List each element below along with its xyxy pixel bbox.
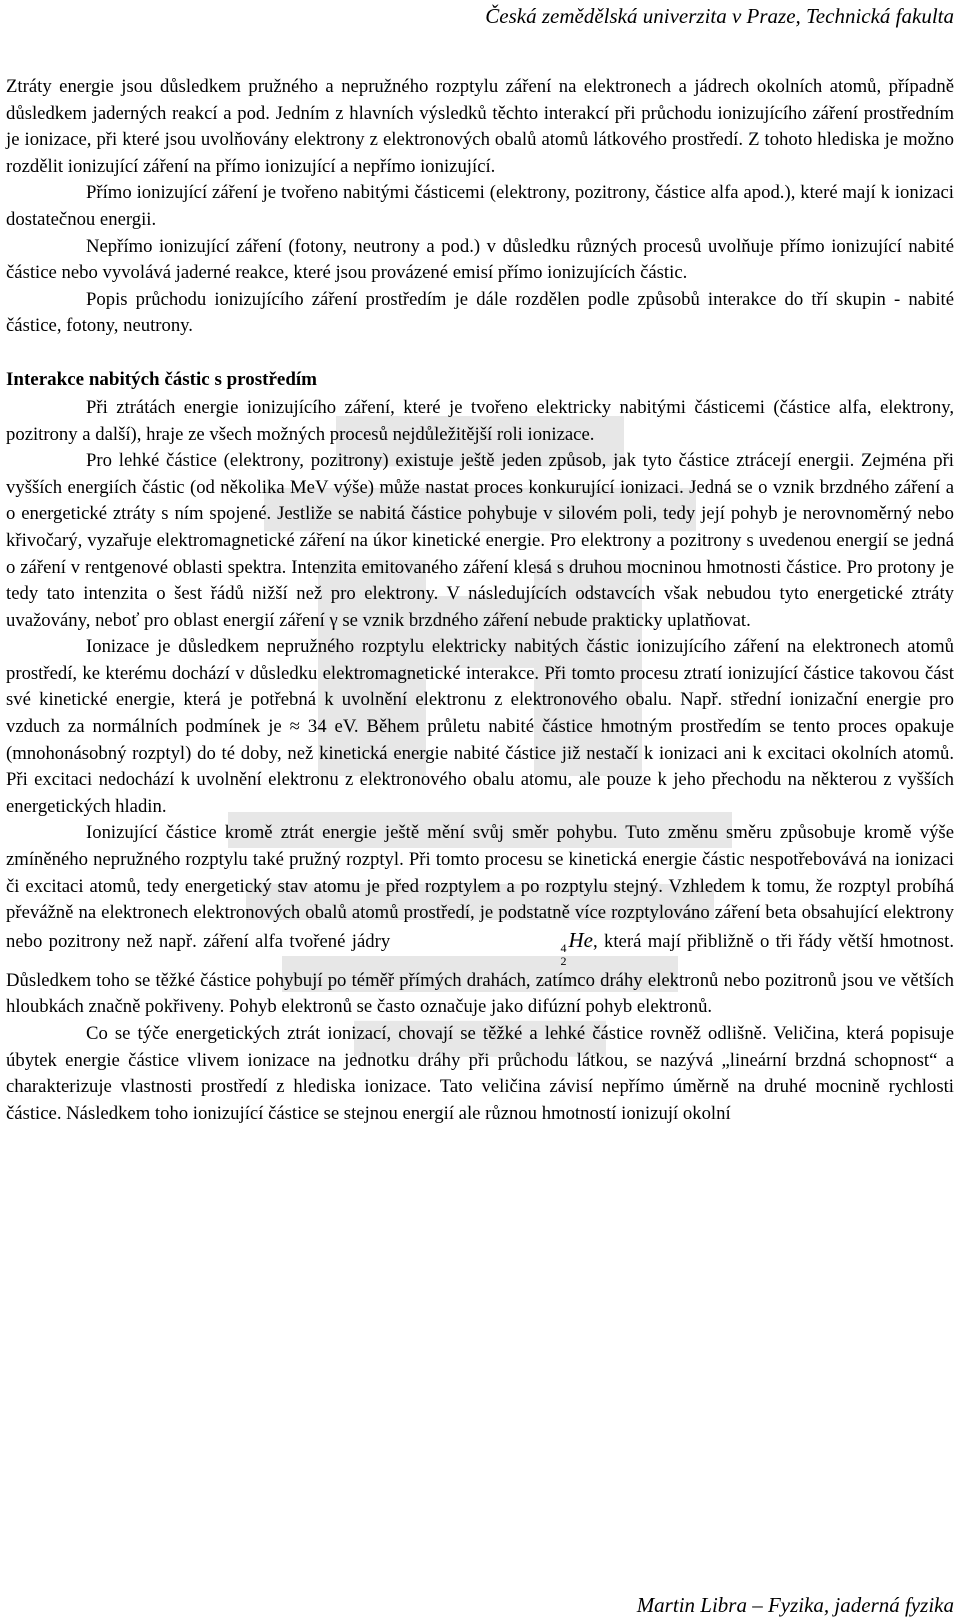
scatter-paragraph [6,820,954,1021]
section-paragraph-1: Při ztrátách energie ionizujícího záření, které je tvořeno elektricky nabitými částicemi (částice alfa, elektrony, pozitrony a další), hraje ze všech možných procesů nejdůležitější roli ionizace. [6,396,954,445]
page-header: Česká zemědělská univerzita v Praze, Technická fakulta [485,4,954,28]
document-body [6,74,954,1127]
final-paragraph: Co se týče energetických ztrát ionizací, chovají se těžké a lehké částice rovněž odlišně. Veličina, která popisuje úbytek energie částice vlivem ionizace na jednotku dráhy při průchodu látkou, se nazývá „lineární brzdná schopnost“ a charakterizuje vlastnosti prostředí z hlediska ionizace. Tato veličina závisí nepřímo úměrně na druhé mocnině rychlosti částice. Následkem toho ionizující částice se stejnou energií ale různou hmotností ionizují okolní [6,1023,954,1124]
nuclide-symbol: He [568,927,594,952]
intro-paragraph-1: Ztráty energie jsou důsledkem pružného a nepružného rozptylu záření na elektronech a jádrech okolních atomů, případně důsledkem jaderných reakcí a pod. Jedním z hlavních výsledků těchto interakcí při průchodu ionizujícího záření prostředním je ionizace, při které jsou uvolňovány elektrony z elektronových obalů atomů látkového prostředí. Z tohoto hlediska je možno rozdělit ionizující záření na přímo ionizující a nepřímo ionizující. [6,76,954,177]
section-paragraph-3: Ionizace je důsledkem nepružného rozptylu elektricky nabitých částic ionizujícího záření na elektronech atomů prostředí, ke kterému dochází v důsledku elektromagnetické interakce. Při tomto procesu ztratí ionizující částice takovou část své kinetické energie, která je potřebná k uvolnění elektronu z elektronového obalu. Např. střední ionizační energie pro vzduch za normálních podmínek je ≈ 34 eV. Během průletu nabité částice hmotným prostředím se tento proces opakuje (mnohonásobný rozptyl) do té doby, než kinetická energie nabité částice již nestačí k ionizaci ani k excitaci okolních atomů. Při excitaci nedochází k uvolnění elektronu z elektronového obalu atomu, ale pouze k jeho přechodu na některou z vyšších energetických hladin. [6,636,954,817]
scatter-paragraph-end: , která mají přibližně o tři řády větší hmotnost. Důsledkem toho se těžké částice pohybují po téměř přímých drahách, zatímco dráhy elektronů nebo pozitronů jsou ve větších hloubkách značně pokřiveny. Pohyb elektronů se často označuje jako difúzní pohyb elektronů. [6,930,955,1018]
section-paragraph-2: Pro lehké částice (elektrony, pozitrony) existuje ještě jeden způsob, jak tyto částice ztrácejí energii. Zejména při vyšších energiích částic (od několika MeV výše) může nastat proces konkurující ionizaci. Jedná se o vznik brzdného záření a o energetické ztráty s ním spojené. Jestliže se nabitá částice pohybuje v silovém poli, tedy její pohyb je nerovnoměrný nebo křivočarý, vyzařuje elektromagnetické záření na úkor kinetické energie. Pro elektrony a pozitrony s uvedenou energií se jedná o záření v rentgenové oblasti spektra. Intenzita emitovaného záření klesá s druhou mocninou hmotnosti částice. Pro protony je tedy tato intenzita o šest řádů nižší než pro elektrony. V následujících odstavcích však nebudou tyto energetické ztráty uvažovány, neboť pro oblast energií záření γ se vznik brzdného záření nebude prakticky uplatňovat. [6,450,954,631]
section-heading: Interakce nabitých částic s prostředím [6,368,318,390]
helium-nuclide-notation [401,927,594,968]
nuclide-atomic-number: 2 [560,953,567,968]
intro-paragraph-3: Nepřímo ionizující záření (fotony, neutrony a pod.) v důsledku různých procesů uvolňuje přímo ionizující nabité částice nebo vyvolává jaderné reakce, které jsou provázené emisí přímo ionizujících částic. [6,235,954,284]
intro-paragraph-4: Popis průchodu ionizujícího záření prostředím je dále rozdělen podle způsobů interakce do tří skupin - nabité částice, fotony, neutrony. [6,288,954,337]
scatter-paragraph-start: Ionizující částice kromě ztrát energie ještě mění svůj směr pohybu. Tuto změnu směru způsobuje kromě výše zmíněného nepružného rozptylu také pružný rozptyl. Při tomto procesu se kinetická energie částic nespotřebovává na ionizaci či excitaci atomů, tedy energetický stav atomu je před rozptylem a po rozptylu stejný. Vzhledem k tomu, že rozptyl probíhá převážně na elektronech elektronových obalů atomů prostředí, je podstatně více rozptylováno záření beta obsahující elektrony nebo pozitrony než např. záření alfa tvořené jádry [6,822,954,952]
nuclide-mass-number: 4 [560,940,567,955]
intro-paragraph-2: Přímo ionizující záření je tvořeno nabitými částicemi (elektrony, pozitrony, částice alfa apod.), které mají k ionizaci dostatečnou energii. [6,182,954,230]
page-footer: Martin Libra – Fyzika, jaderná fyzika [636,1593,954,1617]
